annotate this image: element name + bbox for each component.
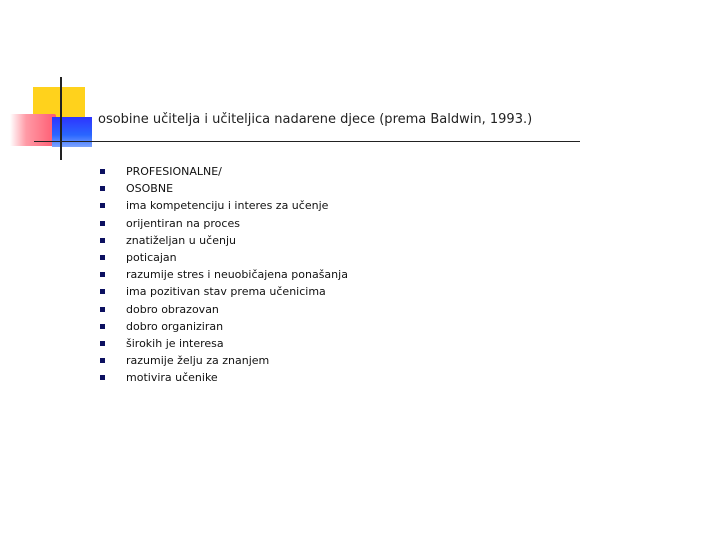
list-item — [100, 352, 348, 369]
list-item — [100, 163, 348, 180]
bullet-list — [100, 163, 348, 386]
list-item-text: OSOBNE — [126, 182, 174, 196]
square-bullet-icon — [100, 307, 105, 312]
list-item-text: orijentiran na proces — [126, 216, 240, 230]
list-item — [100, 266, 348, 283]
list-item-text: poticajan — [126, 251, 177, 265]
list-item-text: ima pozitivan stav prema učenicima — [126, 285, 326, 299]
square-bullet-icon — [100, 203, 105, 208]
list-item-text: dobro obrazovan — [126, 302, 219, 316]
list-item — [100, 232, 348, 249]
decor-vertical-line — [60, 77, 62, 160]
square-bullet-icon — [100, 255, 105, 260]
square-bullet-icon — [100, 238, 105, 243]
decor-blue-square — [52, 117, 92, 147]
list-item — [100, 369, 348, 386]
list-item — [100, 318, 348, 335]
list-item — [100, 180, 348, 197]
square-bullet-icon — [100, 341, 105, 346]
square-bullet-icon — [100, 358, 105, 363]
square-bullet-icon — [100, 272, 105, 277]
list-item-text: širokih je interesa — [126, 336, 224, 350]
list-item — [100, 335, 348, 352]
list-item — [100, 283, 348, 300]
list-item-text: dobro organiziran — [126, 319, 224, 333]
square-bullet-icon — [100, 221, 105, 226]
list-item-text: PROFESIONALNE/ — [126, 165, 222, 179]
square-bullet-icon — [100, 289, 105, 294]
title-underline — [34, 141, 580, 142]
square-bullet-icon — [100, 186, 105, 191]
slide-title: osobine učitelja i učiteljica nadarene djece (prema Baldwin, 1993.) — [98, 112, 533, 127]
list-item — [100, 197, 348, 214]
square-bullet-icon — [100, 324, 105, 329]
list-item-text: razumije stres i neuobičajena ponašanja — [126, 268, 348, 282]
square-bullet-icon — [100, 375, 105, 380]
list-item-text: znatiželjan u učenju — [126, 233, 236, 247]
list-item-text: motivira učenike — [126, 371, 218, 385]
list-item — [100, 301, 348, 318]
square-bullet-icon — [100, 169, 105, 174]
list-item-text: razumije želju za znanjem — [126, 354, 270, 368]
list-item — [100, 215, 348, 232]
list-item — [100, 249, 348, 266]
list-item-text: ima kompetenciju i interes za učenje — [126, 199, 329, 213]
